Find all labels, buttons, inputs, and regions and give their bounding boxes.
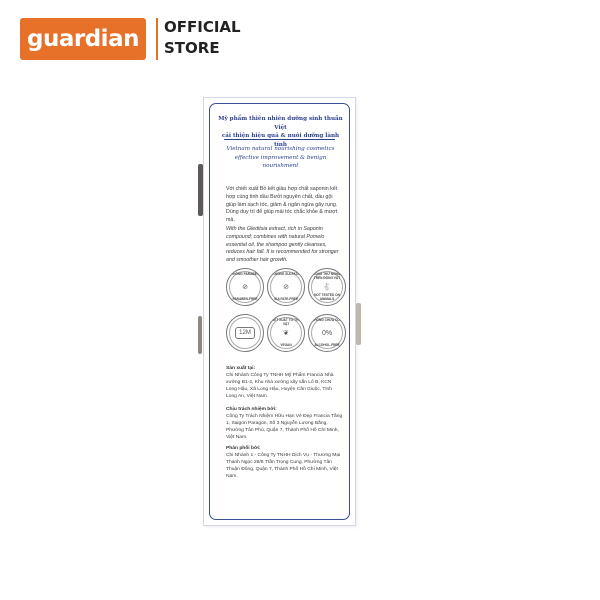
box-side-edge-right [356,303,361,345]
badge-glyph: 0% [321,329,333,337]
box-side-edge-lower [198,316,202,354]
official-store-label [164,17,241,59]
cruelty-free-icon [308,268,346,306]
badge-bottom-text: SULFATE-FREE [274,296,298,301]
badge-glyph: 🐇 [322,283,332,291]
distributed-text: Chi Nhánh 1 - Công Ty TNHH Dịch Vụ - Thương Mại Thanh Ngọc 28/8 Trần Trọng Cung, Phường Tân Thuận Đông, Quận 7, Thành Phố Hồ Chí Minh, Việt Nam. [226,453,341,479]
badge-top-text: CHIẾT XUẤT TỪ THỰC VẬT [268,318,304,326]
badge-bottom-text: ALCOHOL-FREE [314,342,340,347]
badge-top-text: KHÔNG PARABEN [230,272,260,276]
guardian-logo[interactable]: guardian [20,18,146,60]
badge-top-text: KHÔNG CHỨA CỒN [311,318,343,322]
alcohol-free-icon [308,314,346,352]
jar-12m-icon [226,314,264,352]
responsible-heading: Chịu trách nhiệm bởi: [226,407,277,412]
title-vn-line-1: Mỹ phẩm thiên nhiên dưỡng sinh thuần Việt [218,116,343,131]
store-line-2: STORE [164,39,220,57]
box-title-vietnamese [216,115,345,149]
no-sulfate-icon [267,268,305,306]
produced-at-heading: Sản xuất tại: [226,366,256,371]
box-title-english [216,145,345,171]
badge-bottom-text: NOT TESTED ON ANIMALS [314,293,340,301]
badge-bottom-text: VEGAN [280,342,292,347]
badge-glyph: 12M [235,327,255,339]
box-side-edge [198,164,203,216]
plant-extract-icon [267,314,305,352]
store-line-1: OFFICIAL [164,18,241,36]
responsible-text: Công Ty Trách Nhiệm Hữu Hạn Vẻ Đẹp Francia Tầng 1, Saigon Paragon, Số 3 Nguyễn Lương Bằng, Phường Tân Phú, Quận 7, Thành Phố Hồ Chí Minh, Việt Nam. [226,414,343,440]
title-en-line-2: effective improvement & benign nourishment [234,154,327,169]
produced-at-section [226,365,343,400]
description-vietnamese: Với chiết xuất Bồ kết giàu hợp chất saponin kết hợp cùng tinh dầu Bưởi nguyên chất, dầu gội giúp làm sạch tóc, giảm & ngăn ngừa gãy rụng. Dùng duy trì để giúp mái tóc chắc khỏe & mượt mà. [226,186,338,224]
title-en-line-1: Vietnam natural nourishing cosmetics [226,146,335,152]
badge-glyph: ⊘ [242,283,248,291]
no-paraben-icon [226,268,264,306]
description-english: With the Gleditsia extract, rich in Saponin compound; combines with natural Pomelo essential oil, the shampoo gently cleanses, reduces hair fall. It is recommended for stronger and smoother hair growth. [226,226,339,264]
badge-bottom-text: PARABEN-FREE [232,296,258,301]
title-divider [224,139,335,140]
product-box-image [203,97,356,526]
certification-badges [226,268,346,352]
distributed-section [226,445,343,480]
title-vn-line-2: cải thiện hiệu quả & nuôi dưỡng lành tính [221,133,340,148]
distributed-heading: Phân phối bởi: [226,446,261,451]
badge-glyph: ⊘ [283,283,289,291]
badge-top-text: KHÔNG THỬ NGHIỆM TRÊN ĐỘNG VẬT [310,272,344,280]
badge-glyph: ❦ [283,329,289,337]
header-divider [156,18,158,60]
badge-top-text: KHÔNG SULFATE [272,272,300,276]
produced-at-text: Chi Nhánh Công Ty TNHH Mỹ Phẩm Francia Nhà xưởng B1-2, Khu nhà xưởng xây sẵn Lô B, KCN Long Hậu, Xã Long Hậu, Huyện Cần Giuộc, Tỉnh Long An, Việt Nam. [226,373,334,399]
responsible-section [226,406,343,441]
